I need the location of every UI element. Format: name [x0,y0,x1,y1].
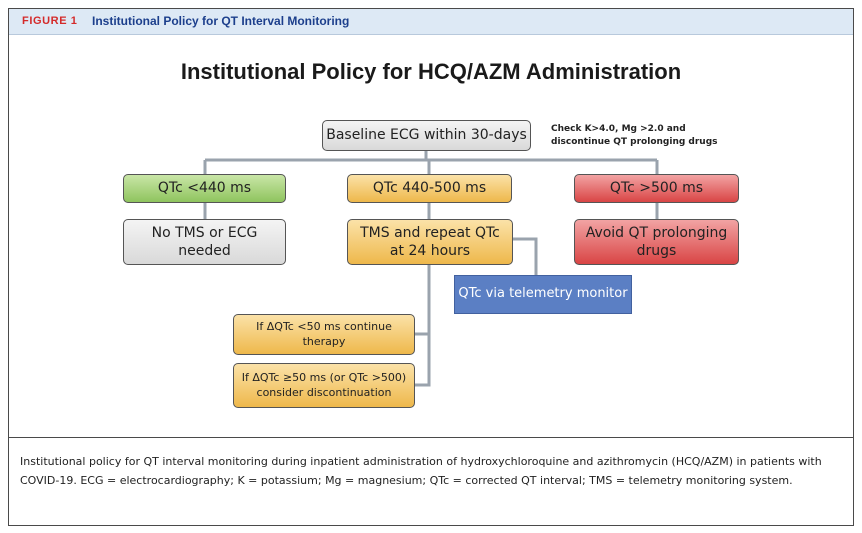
mid-action-box: TMS and repeat QTc at 24 hours [347,219,513,265]
low-action-box: No TMS or ECG needed [123,219,286,265]
connector-mid-to-outcomes [415,265,429,385]
discontinue-box: If ΔQTc ≥50 ms (or QTc >500) consider discontinuation [233,363,415,408]
connector-mid-to-telemetry [513,239,536,275]
figure-label: FIGURE 1 [22,15,78,27]
electrolyte-note-line1: Check K>4.0, Mg >2.0 and [551,124,686,134]
high-action-box: Avoid QT prolonging drugs [574,219,739,265]
figure-caption: Institutional policy for QT interval monitoring during inpatient administration of hydroxychloroquine and azithromycin (HCQ/AZM) in patients with COVID-19. ECG = electrocardiography; K = potassium; Mg = magnesium; QTc = corrected QT interval; TMS = telemetry monitoring system. [20,455,822,487]
electrolyte-note [551,123,718,149]
continue-therapy-box: If ΔQTc <50 ms continue therapy [233,314,415,355]
electrolyte-note-line2: discontinue QT prolonging drugs [551,137,718,148]
figure-title: Institutional Policy for QT Interval Monitoring [92,14,350,28]
diagram-title: Institutional Policy for HCQ/AZM Administration [180,59,682,84]
telemetry-monitor-box: QTc via telemetry monitor [454,275,632,314]
connector-baseline-to-branches [205,151,657,174]
qtc-high-box: QTc >500 ms [574,174,739,203]
baseline-ecg-box: Baseline ECG within 30-days [322,120,531,151]
qtc-low-box: QTc <440 ms [123,174,286,203]
qtc-mid-box: QTc 440-500 ms [347,174,512,203]
